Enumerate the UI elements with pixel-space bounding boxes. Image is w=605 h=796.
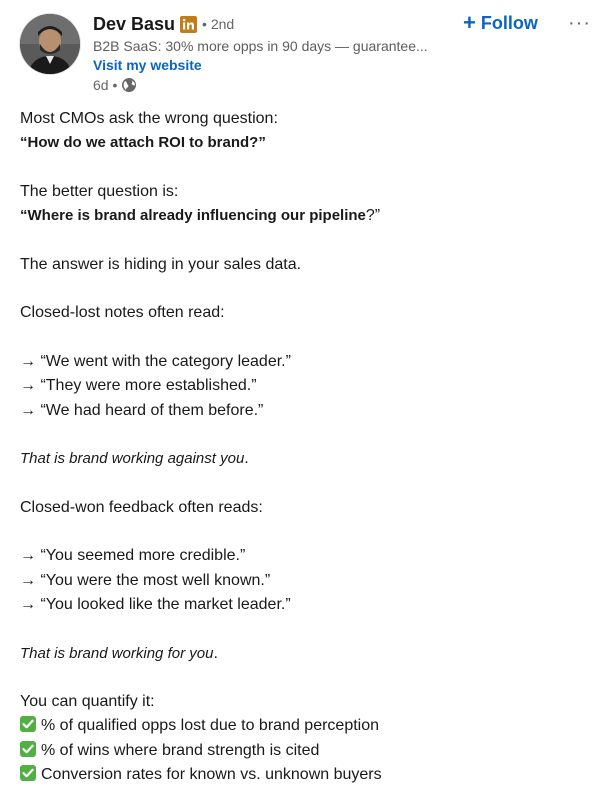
visit-website-link[interactable]: Visit my website	[93, 57, 202, 73]
check-line	[20, 739, 595, 763]
post-line: Most CMOs ask the wrong question:	[20, 110, 278, 127]
check-mark-icon	[20, 716, 36, 732]
post-line: The answer is hiding in your sales data.	[20, 255, 302, 273]
blank-line	[20, 326, 595, 350]
bold-end: ?”	[365, 207, 381, 225]
quote-line: → “They were more established.”	[20, 377, 257, 395]
author-name-row	[93, 12, 234, 36]
quote-line: → “You looked like the market leader.”	[20, 595, 291, 613]
check-line	[20, 763, 595, 787]
check-text: Conversion rates for known vs. unknown buyers	[41, 766, 382, 784]
more-options-button[interactable]: ···	[568, 11, 591, 34]
author-name[interactable]: Dev Basu	[93, 13, 176, 34]
blank-line	[20, 520, 595, 544]
follow-button[interactable]	[463, 10, 538, 36]
post-line-italic	[20, 447, 595, 471]
quote-line: → “You seemed more credible.”	[20, 547, 246, 565]
quote-line: → “We had heard of them before.”	[20, 401, 264, 419]
quote-line: → “We went with the category leader.”	[20, 352, 291, 370]
post-header	[0, 0, 605, 100]
linkedin-icon	[180, 16, 197, 33]
check-line	[20, 714, 595, 738]
italic-text: That is brand working against you	[20, 450, 245, 468]
post-body	[20, 107, 595, 787]
bold-text: “Where is brand already influencing our pipeline	[20, 207, 366, 225]
italic-end: .	[244, 450, 249, 468]
blank-line	[20, 666, 595, 690]
post-line: Closed-won feedback often reads:	[20, 498, 263, 516]
blank-line	[20, 156, 595, 180]
italic-text: That is brand working for you	[20, 644, 214, 662]
globe-icon	[121, 77, 137, 93]
blank-line	[20, 617, 595, 641]
post-line: The better question is:	[20, 182, 179, 200]
post-meta	[93, 77, 137, 93]
blank-line	[20, 228, 595, 252]
follow-label: Follow	[480, 12, 538, 33]
quote-line: → “You were the most well known.”	[20, 571, 271, 589]
avatar[interactable]	[20, 14, 80, 74]
check-mark-icon	[20, 765, 36, 781]
connection-degree: • 2nd	[202, 16, 235, 32]
author-tagline: B2B SaaS: 30% more opps in 90 days — guarantee...	[93, 38, 428, 54]
check-mark-icon	[20, 741, 36, 757]
italic-end: .	[213, 644, 218, 662]
post-time: 6d •	[93, 77, 118, 93]
post-line-bold	[20, 204, 595, 228]
avatar-photo	[20, 14, 80, 74]
blank-line	[20, 277, 595, 301]
blank-line	[20, 423, 595, 447]
post-line: Closed-lost notes often read:	[20, 304, 225, 322]
blank-line	[20, 471, 595, 495]
check-text: % of wins where brand strength is cited	[41, 741, 320, 759]
check-text: % of qualified opps lost due to brand perception	[41, 717, 380, 735]
post-line: You can quantify it:	[20, 693, 155, 711]
post-line-bold: “How do we attach ROI to brand?”	[20, 134, 266, 152]
plus-icon: +	[463, 10, 476, 35]
post-line-italic	[20, 642, 595, 666]
